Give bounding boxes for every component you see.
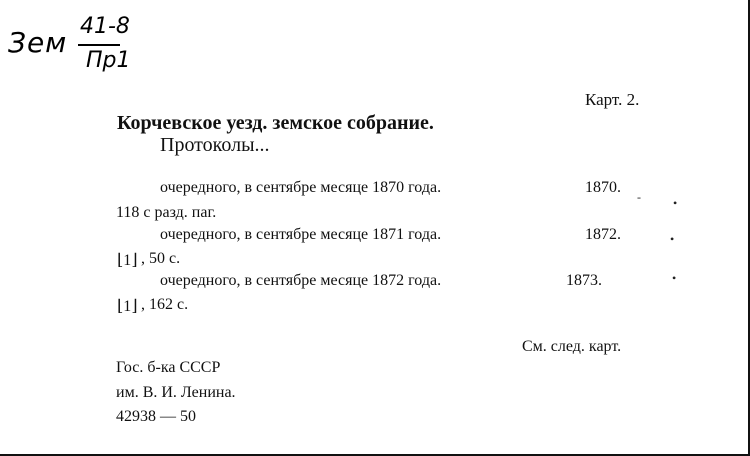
margin-mark: • <box>670 232 675 246</box>
margin-mark: - <box>637 190 641 204</box>
handwritten-shelfmark-numerator: 41-8 <box>80 14 130 39</box>
entry-3-description: очередного, в сентябре месяце 1872 года. <box>160 272 442 289</box>
library-stamp-line-2: им. В. И. Ленина. <box>116 384 236 401</box>
see-next-card-note: См. след. карт. <box>522 338 622 355</box>
handwritten-shelfmark-denominator: Пр1 <box>86 48 131 73</box>
entry-3-bracket-value: 1 <box>123 298 132 315</box>
card-number: Карт. 2. <box>585 90 640 109</box>
entry-3-year: 1873. <box>566 272 602 289</box>
entry-3-bracket: ⌊1⌋ <box>117 298 138 315</box>
margin-mark: • <box>672 271 677 285</box>
library-stamp-line-1: Гос. б-ка СССР <box>116 359 221 376</box>
entry-2-description: очередного, в сентябре месяце 1871 года. <box>160 226 442 243</box>
margin-mark: • <box>673 196 678 210</box>
entry-1-year: 1870. <box>585 179 621 196</box>
handwritten-fraction-line <box>78 44 120 46</box>
entry-1-description: очередного, в сентябре месяце 1870 года. <box>160 179 442 196</box>
handwritten-classification-prefix: Зем <box>8 26 68 59</box>
entry-3-pages: , 162 с. <box>141 296 189 313</box>
entry-2-bracket: ⌊1⌋ <box>117 252 138 269</box>
entry-2-bracket-value: 1 <box>123 252 132 269</box>
entry-2-year: 1872. <box>585 226 621 243</box>
card-title: Корчевское уезд. земское собрание. <box>117 112 434 134</box>
library-stamp-line-3: 42938 — 50 <box>116 408 196 425</box>
card-subtitle: Протоколы... <box>160 134 270 156</box>
entry-2-pages: , 50 с. <box>141 250 181 267</box>
entry-1-pages: 118 с разд. паг. <box>116 204 217 221</box>
